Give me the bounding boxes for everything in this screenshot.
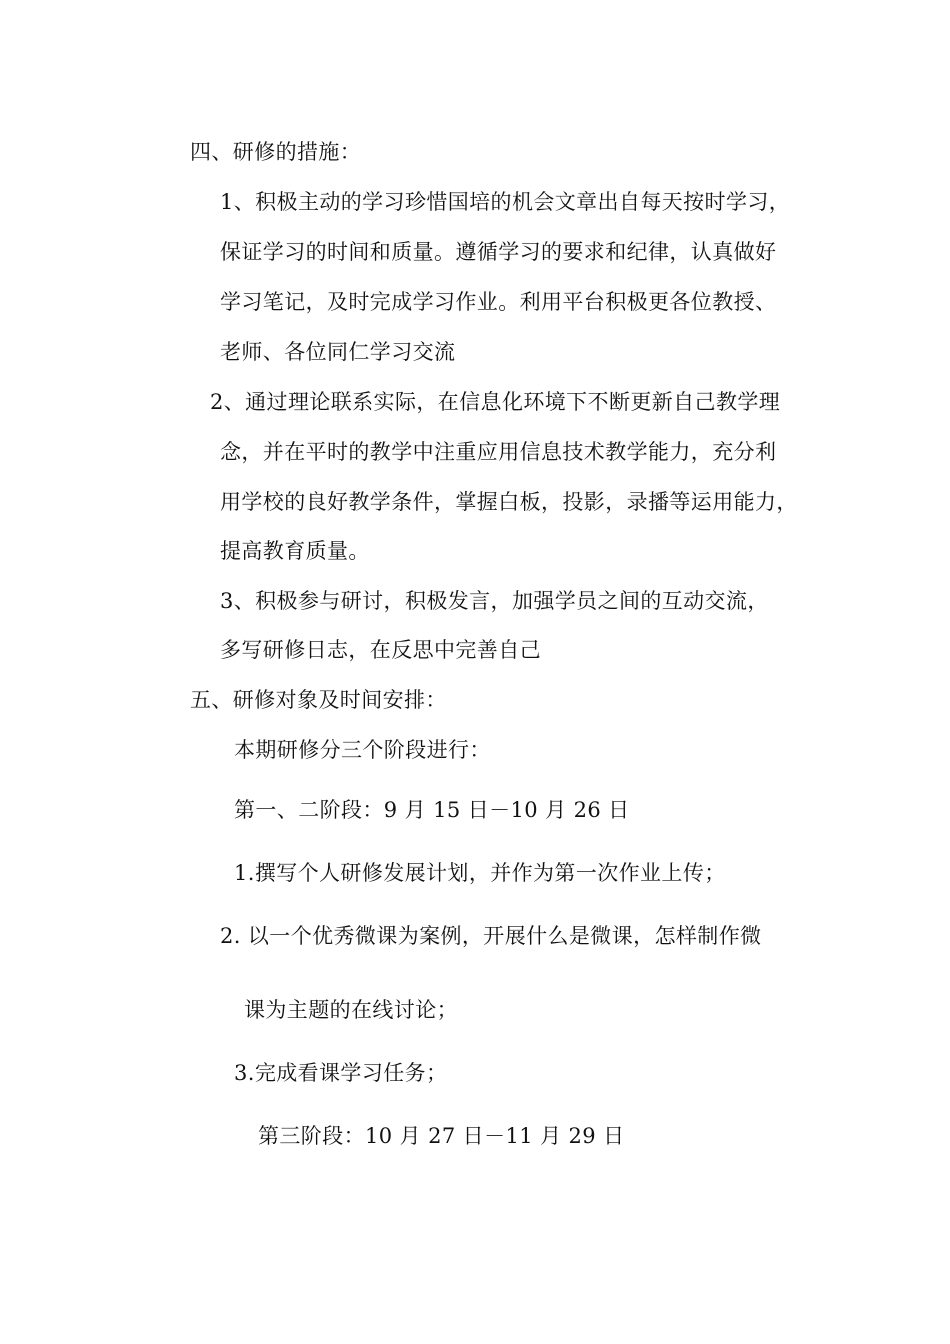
measure-3-line-2: 多写研修日志，在反思中完善自己 bbox=[220, 638, 541, 662]
stage-1-2-task-2-line-2: 课为主题的在线讨论； bbox=[244, 998, 458, 1022]
measure-2-line-1: 2、通过理论联系实际，在信息化环境下不断更新自己教学理 bbox=[210, 390, 781, 414]
measure-1-line-2: 保证学习的时间和质量。遵循学习的要求和纪律，认真做好 bbox=[220, 240, 777, 264]
stage-1-2-task-2-line-1: 2. 以一个优秀微课为案例，开展什么是微课，怎样制作微 bbox=[220, 924, 762, 948]
stages-intro: 本期研修分三个阶段进行： bbox=[234, 738, 491, 762]
measure-3-line-1: 3、积极参与研讨，积极发言，加强学员之间的互动交流， bbox=[220, 589, 769, 613]
stage-1-2-task-1: 1.撰写个人研修发展计划，并作为第一次作业上传； bbox=[234, 861, 726, 885]
section-5-heading: 五、研修对象及时间安排： bbox=[190, 688, 447, 712]
section-4-heading: 四、研修的措施： bbox=[190, 140, 362, 164]
measure-1-line-1: 1、积极主动的学习珍惜国培的机会文章出自每天按时学习， bbox=[220, 190, 791, 214]
stage-1-2-task-3: 3.完成看课学习任务； bbox=[234, 1061, 448, 1085]
measure-1-line-4: 老师、各位同仁学习交流 bbox=[220, 340, 456, 364]
stage-1-2-title: 第一、二阶段：9 月 15 日－10 月 26 日 bbox=[234, 798, 630, 822]
measure-2-line-4: 提高教育质量。 bbox=[220, 539, 370, 563]
measure-2-line-2: 念，并在平时的教学中注重应用信息技术教学能力，充分利 bbox=[220, 440, 777, 464]
stage-3-title: 第三阶段：10 月 27 日－11 月 29 日 bbox=[258, 1124, 625, 1148]
measure-1-line-3: 学习笔记，及时完成学习作业。利用平台积极更各位教授、 bbox=[220, 290, 777, 314]
measure-2-line-3: 用学校的良好教学条件，掌握白板，投影，录播等运用能力， bbox=[220, 490, 798, 514]
